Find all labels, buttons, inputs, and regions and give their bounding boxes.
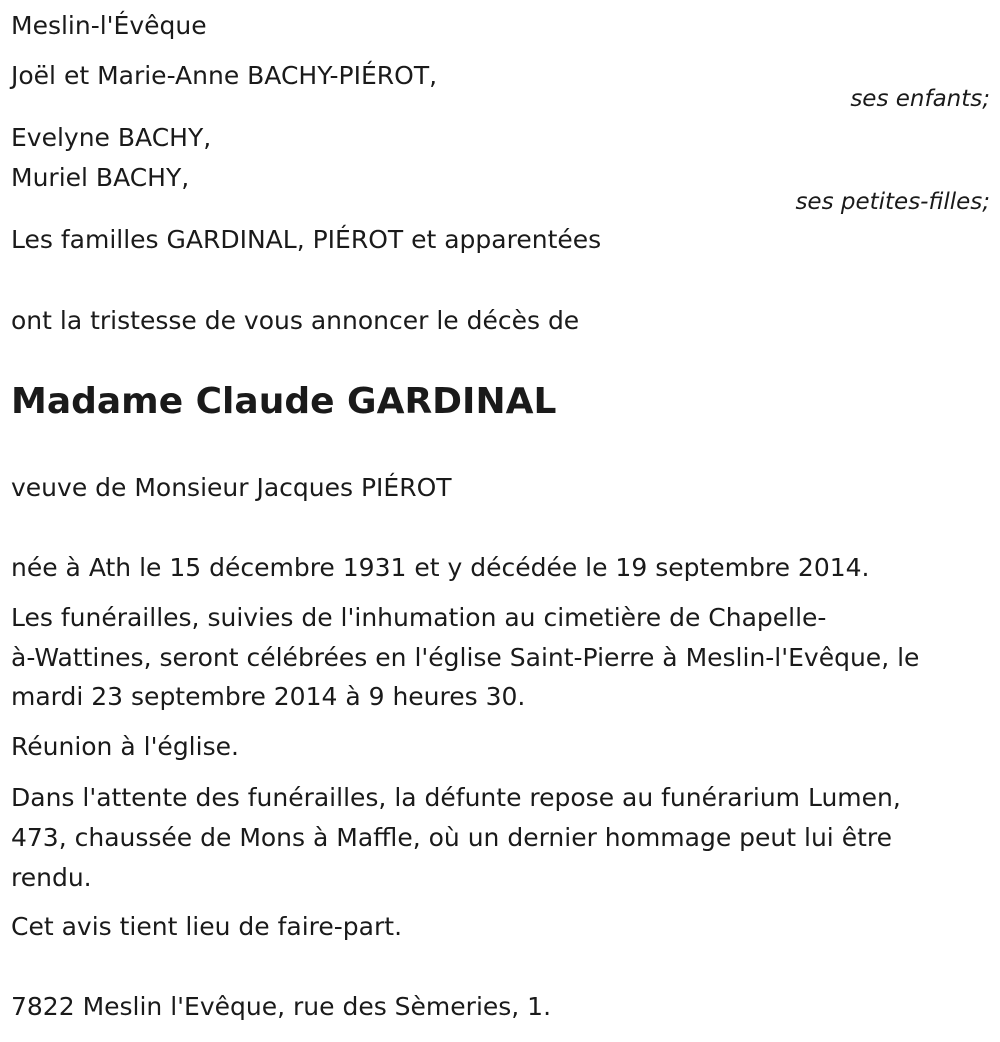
announcement: ont la tristesse de vous annoncer le décès de bbox=[11, 306, 580, 335]
granddaughter-2: Muriel BACHY, bbox=[11, 163, 190, 192]
address: 7822 Meslin l'Evêque, rue des Sèmeries, 1. bbox=[11, 992, 552, 1021]
location: Meslin-l'Évêque bbox=[11, 11, 207, 40]
funeral-line-2: à-Wattines, seront célébrées en l'église Saint-Pierre à Meslin-l'Evêque, le bbox=[11, 643, 920, 672]
repose-line-1: Dans l'attente des funérailles, la défunte repose au funérarium Lumen, bbox=[11, 783, 901, 812]
meeting: Réunion à l'église. bbox=[11, 732, 239, 761]
granddaughter-1: Evelyne BACHY, bbox=[11, 123, 212, 152]
widow-of: veuve de Monsieur Jacques PIÉROT bbox=[11, 473, 452, 502]
families: Les familles GARDINAL, PIÉROT et apparentées bbox=[11, 225, 602, 254]
deceased-name: Madame Claude GARDINAL bbox=[11, 381, 557, 422]
funeral-line-3: mardi 23 septembre 2014 à 9 heures 30. bbox=[11, 682, 526, 711]
repose-line-2: 473, chaussée de Mons à Maffle, où un dernier hommage peut lui être bbox=[11, 823, 892, 852]
funeral-line-1: Les funérailles, suivies de l'inhumation au cimetière de Chapelle- bbox=[11, 603, 827, 632]
birth-death: née à Ath le 15 décembre 1931 et y décédée le 19 septembre 2014. bbox=[11, 553, 870, 582]
children-names: Joël et Marie-Anne BACHY-PIÉROT, bbox=[11, 61, 438, 90]
notice: Cet avis tient lieu de faire-part. bbox=[11, 912, 403, 941]
children-role: ses enfants; bbox=[850, 86, 990, 112]
granddaughters-role: ses petites-filles; bbox=[795, 189, 990, 215]
repose-line-3: rendu. bbox=[11, 863, 92, 892]
